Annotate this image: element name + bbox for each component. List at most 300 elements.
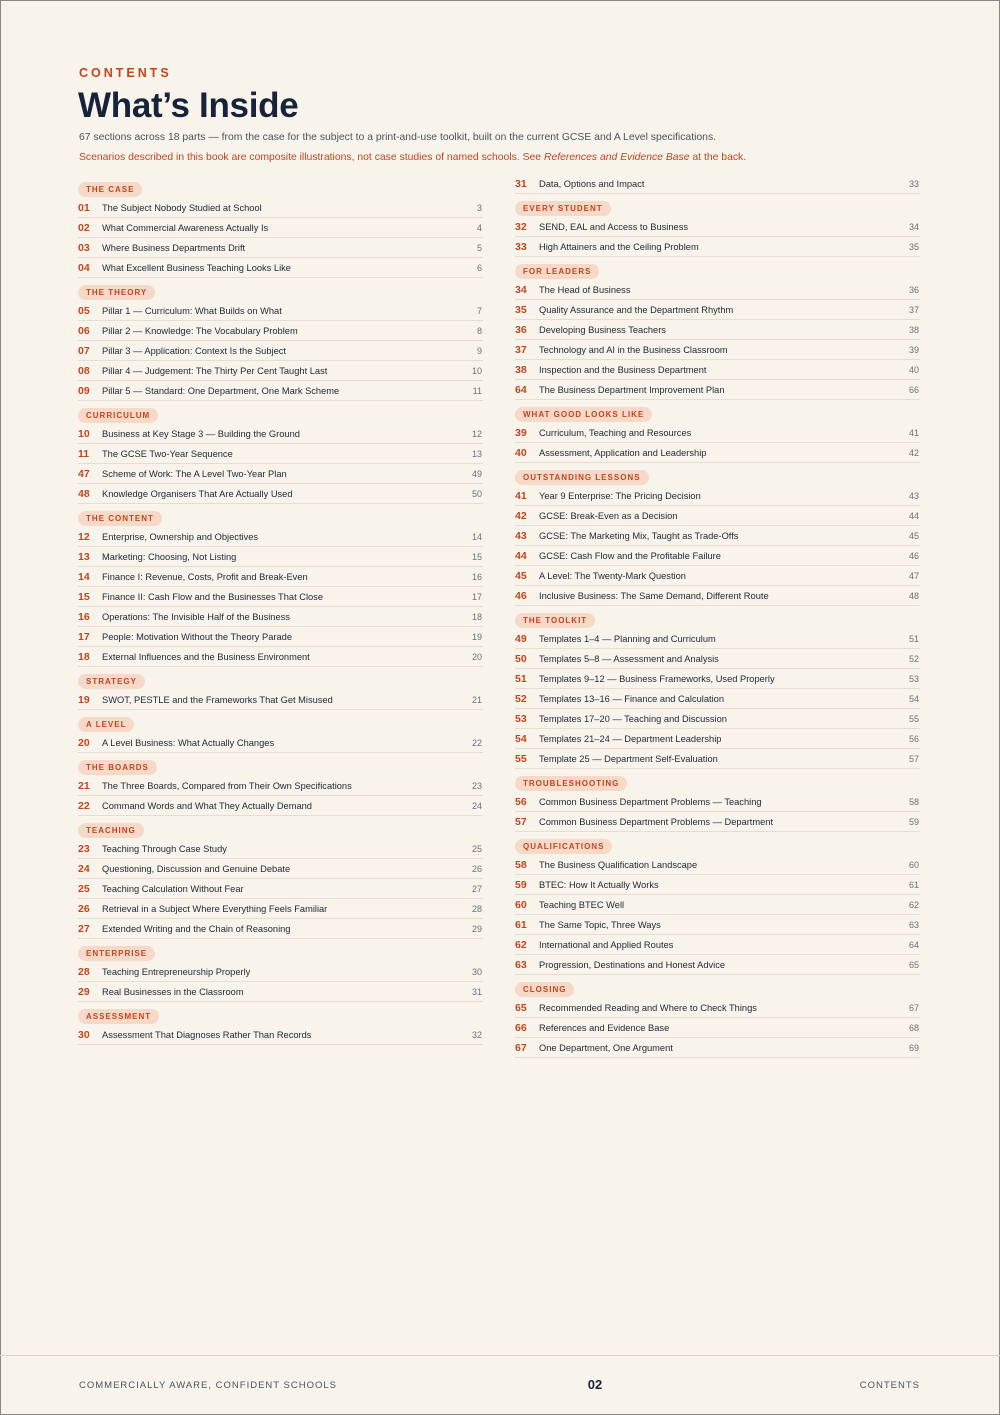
section-number: 59 [515, 878, 527, 891]
section-page-number: 61 [908, 879, 919, 890]
contents-entry[interactable] [78, 796, 483, 816]
contents-entry[interactable] [515, 300, 920, 320]
part-heading [515, 610, 920, 629]
contents-entry[interactable] [78, 839, 483, 859]
contents-entry[interactable] [78, 198, 483, 218]
section-title: Pillar 3 — Application: Context Is the Subject [102, 345, 286, 356]
section-title: Inclusive Business: The Same Demand, Different Route [539, 590, 769, 601]
contents-entry[interactable] [515, 855, 920, 875]
contents-entry[interactable] [515, 709, 920, 729]
section-number: 57 [515, 815, 527, 828]
part-label-pill: TEACHING [78, 823, 144, 838]
section-title: International and Applied Routes [539, 939, 674, 950]
section-title: Extended Writing and the Chain of Reasoning [102, 923, 291, 934]
section-title: Finance I: Revenue, Costs, Profit and Break-Even [102, 571, 308, 582]
section-page-number: 10 [471, 365, 482, 376]
section-title: The Head of Business [539, 284, 631, 295]
part-label-pill: THE THEORY [78, 285, 155, 300]
section-number: 56 [515, 795, 527, 808]
section-number: 02 [78, 221, 90, 234]
section-page-number: 23 [471, 780, 482, 791]
section-number: 40 [515, 446, 527, 459]
part-heading [78, 405, 483, 424]
contents-entry[interactable] [515, 566, 920, 586]
section-number: 34 [515, 283, 527, 296]
disclaimer-note [79, 152, 746, 163]
section-page-number: 5 [476, 242, 482, 253]
part-label-pill: CURRICULUM [78, 408, 158, 423]
contents-entry[interactable] [78, 690, 483, 710]
contents-entry[interactable] [515, 423, 920, 443]
section-title: Inspection and the Business Department [539, 364, 707, 375]
section-title: GCSE: Break-Even as a Decision [539, 510, 678, 521]
section-number: 12 [78, 530, 90, 543]
contents-entry[interactable] [515, 586, 920, 606]
section-title: What Excellent Business Teaching Looks Like [102, 262, 291, 273]
contents-entry[interactable] [515, 280, 920, 300]
contents-entry[interactable] [515, 749, 920, 769]
section-number: 18 [78, 650, 90, 663]
section-number: 30 [78, 1028, 90, 1041]
contents-entry[interactable] [78, 733, 483, 753]
footer-section-name: CONTENTS [859, 1380, 920, 1391]
part-heading [515, 836, 920, 855]
section-number: 17 [78, 630, 90, 643]
part-heading [78, 757, 483, 776]
part-heading [515, 467, 920, 486]
contents-entry[interactable] [515, 217, 920, 237]
contents-entry[interactable] [78, 962, 483, 982]
contents-entry[interactable] [78, 899, 483, 919]
section-number: 05 [78, 304, 90, 317]
section-page-number: 43 [908, 490, 919, 501]
part-heading [515, 261, 920, 280]
section-title: Real Businesses in the Classroom [102, 986, 244, 997]
part-label-pill: THE CASE [78, 182, 142, 197]
section-number: 39 [515, 426, 527, 439]
section-page-number: 19 [471, 631, 482, 642]
section-title: The GCSE Two-Year Sequence [102, 448, 233, 459]
section-page-number: 24 [471, 800, 482, 811]
section-page-number: 4 [476, 222, 482, 233]
section-page-number: 67 [908, 1002, 919, 1013]
section-title: Templates 9–12 — Business Frameworks, Used Properly [539, 673, 775, 684]
part-label-pill: A LEVEL [78, 717, 134, 732]
contents-entry[interactable] [515, 998, 920, 1018]
section-number: 11 [78, 447, 90, 460]
section-title: Retrieval in a Subject Where Everything Feels Familiar [102, 903, 328, 914]
section-page-number: 37 [908, 304, 919, 315]
part-heading [515, 979, 920, 998]
section-title: Enterprise, Ownership and Objectives [102, 531, 259, 542]
section-number: 07 [78, 344, 90, 357]
note-text-before: Scenarios described in this book are composite illustrations, not case studies of named schools. See [79, 152, 544, 163]
part-label-pill: OUTSTANDING LESSONS [515, 470, 649, 485]
part-label-pill: FOR LEADERS [515, 264, 599, 279]
section-title: References and Evidence Base [539, 1022, 670, 1033]
section-page-number: 21 [471, 694, 482, 705]
section-page-number: 52 [908, 653, 919, 664]
section-title: Templates 21–24 — Department Leadership [539, 733, 722, 744]
contents-entry[interactable] [78, 627, 483, 647]
note-text-after: at the back. [689, 152, 747, 163]
contents-entry[interactable] [515, 649, 920, 669]
section-number: 33 [515, 240, 527, 253]
part-heading [515, 404, 920, 423]
section-page-number: 12 [471, 428, 482, 439]
section-number: 32 [515, 220, 527, 233]
part-label-pill: ASSESSMENT [78, 1009, 159, 1024]
section-title: SWOT, PESTLE and the Frameworks That Get Misused [102, 694, 333, 705]
section-page-number: 57 [908, 753, 919, 764]
contents-entry[interactable] [515, 729, 920, 749]
section-page-number: 42 [908, 447, 919, 458]
contents-entry[interactable] [78, 587, 483, 607]
section-number: 48 [78, 487, 90, 500]
section-number: 16 [78, 610, 90, 623]
part-label-pill: TROUBLESHOOTING [515, 776, 627, 791]
contents-entry[interactable] [78, 647, 483, 667]
contents-entry[interactable] [78, 444, 483, 464]
section-page-number: 28 [471, 903, 482, 914]
section-title: What Commercial Awareness Actually Is [102, 222, 269, 233]
section-number: 45 [515, 569, 527, 582]
section-page-number: 64 [908, 939, 919, 950]
contents-entry[interactable] [78, 258, 483, 278]
section-page-number: 51 [908, 633, 919, 644]
section-page-number: 27 [471, 883, 482, 894]
section-title: Teaching Calculation Without Fear [102, 883, 244, 894]
section-number: 08 [78, 364, 90, 377]
section-number: 55 [515, 752, 527, 765]
section-title: Marketing: Choosing, Not Listing [102, 551, 237, 562]
section-page-number: 16 [471, 571, 482, 582]
part-heading [78, 282, 483, 301]
part-label-pill: QUALIFICATIONS [515, 839, 612, 854]
section-title: The Three Boards, Compared from Their Own Specifications [102, 780, 352, 791]
section-title: Assessment That Diagnoses Rather Than Records [102, 1029, 312, 1040]
contents-column-right [515, 174, 920, 1058]
section-page-number: 50 [471, 488, 482, 499]
part-label-pill: ENTERPRISE [78, 946, 155, 961]
section-title: Developing Business Teachers [539, 324, 666, 335]
section-page-number: 11 [472, 385, 482, 396]
part-heading [78, 714, 483, 733]
section-title: Progression, Destinations and Honest Advice [539, 959, 726, 970]
section-title: Business at Key Stage 3 — Building the Ground [102, 428, 300, 439]
contents-entry[interactable] [78, 567, 483, 587]
section-title: Pillar 4 — Judgement: The Thirty Per Cent Taught Last [102, 365, 328, 376]
section-title: Questioning, Discussion and Genuine Debate [102, 863, 291, 874]
contents-entry[interactable] [515, 915, 920, 935]
section-page-number: 36 [908, 284, 919, 295]
section-page-number: 33 [908, 178, 919, 189]
contents-entry[interactable] [78, 1025, 483, 1045]
section-number: 63 [515, 958, 527, 971]
section-number: 27 [78, 922, 90, 935]
section-number: 46 [515, 589, 527, 602]
section-title: A Level: The Twenty-Mark Question [539, 570, 686, 581]
section-page-number: 40 [908, 364, 919, 375]
section-page-number: 46 [908, 550, 919, 561]
contents-entry[interactable] [78, 341, 483, 361]
section-title: Pillar 2 — Knowledge: The Vocabulary Problem [102, 325, 298, 336]
section-number: 66 [515, 1021, 527, 1034]
section-title: Quality Assurance and the Department Rhythm [539, 304, 734, 315]
contents-entry[interactable] [515, 629, 920, 649]
section-page-number: 55 [908, 713, 919, 724]
contents-entry[interactable] [515, 812, 920, 832]
section-page-number: 68 [908, 1022, 919, 1033]
section-title: Curriculum, Teaching and Resources [539, 427, 692, 438]
part-heading [515, 773, 920, 792]
section-page-number: 3 [476, 202, 482, 213]
section-number: 26 [78, 902, 90, 915]
section-title: Pillar 5 — Standard: One Department, One Mark Scheme [102, 385, 340, 396]
section-title: Year 9 Enterprise: The Pricing Decision [539, 490, 701, 501]
part-label-pill: CLOSING [515, 982, 574, 997]
footer-divider [0, 1355, 1000, 1356]
footer-book-title: COMMERCIALLY AWARE, CONFIDENT SCHOOLS [79, 1380, 338, 1391]
section-page-number: 32 [471, 1029, 482, 1040]
section-page-number: 39 [908, 344, 919, 355]
contents-entry[interactable] [515, 689, 920, 709]
section-number: 44 [515, 549, 527, 562]
contents-entry[interactable] [78, 527, 483, 547]
section-number: 65 [515, 1001, 527, 1014]
section-page-number: 69 [908, 1042, 919, 1053]
contents-entry[interactable] [515, 1038, 920, 1058]
section-number: 35 [515, 303, 527, 316]
section-number: 52 [515, 692, 527, 705]
section-page-number: 31 [471, 986, 482, 997]
section-title: Common Business Department Problems — Department [539, 816, 774, 827]
section-number: 15 [78, 590, 90, 603]
section-number: 38 [515, 363, 527, 376]
section-title: Teaching Through Case Study [102, 843, 227, 854]
section-page-number: 60 [908, 859, 919, 870]
section-title: GCSE: Cash Flow and the Profitable Failure [539, 550, 721, 561]
part-heading [515, 198, 920, 217]
section-title: Operations: The Invisible Half of the Business [102, 611, 290, 622]
contents-entry[interactable] [515, 895, 920, 915]
section-number: 24 [78, 862, 90, 875]
contents-entry[interactable] [78, 859, 483, 879]
section-title: People: Motivation Without the Theory Parade [102, 631, 293, 642]
section-number: 13 [78, 550, 90, 563]
section-number: 09 [78, 384, 90, 397]
section-title: Finance II: Cash Flow and the Businesses That Close [102, 591, 324, 602]
section-page-number: 22 [471, 737, 482, 748]
section-page-number: 62 [908, 899, 919, 910]
section-title: BTEC: How It Actually Works [539, 879, 659, 890]
section-number: 10 [78, 427, 90, 440]
section-page-number: 30 [471, 966, 482, 977]
section-number: 53 [515, 712, 527, 725]
section-page-number: 47 [908, 570, 919, 581]
contents-entry[interactable] [515, 546, 920, 566]
section-title: Recommended Reading and Where to Check Things [539, 1002, 757, 1013]
section-page-number: 14 [471, 531, 482, 542]
contents-entry[interactable] [515, 669, 920, 689]
section-title: Command Words and What They Actually Demand [102, 800, 312, 811]
contents-entry[interactable] [515, 443, 920, 463]
section-page-number: 48 [908, 590, 919, 601]
section-number: 47 [78, 467, 90, 480]
section-title: Where Business Departments Drift [102, 242, 246, 253]
contents-entry[interactable] [515, 340, 920, 360]
contents-entry[interactable] [78, 381, 483, 401]
contents-entry[interactable] [515, 1018, 920, 1038]
part-label-pill: WHAT GOOD LOOKS LIKE [515, 407, 652, 422]
section-number: 51 [515, 672, 527, 685]
contents-entry[interactable] [515, 506, 920, 526]
section-page-number: 26 [471, 863, 482, 874]
contents-entry[interactable] [78, 879, 483, 899]
section-title: Knowledge Organisers That Are Actually Used [102, 488, 293, 499]
section-number: 14 [78, 570, 90, 583]
section-number: 20 [78, 736, 90, 749]
section-title: The Same Topic, Three Ways [539, 919, 661, 930]
section-title: Template 25 — Department Self-Evaluation [539, 753, 718, 764]
contents-entry[interactable] [78, 218, 483, 238]
section-title: Templates 5–8 — Assessment and Analysis [539, 653, 719, 664]
section-number: 58 [515, 858, 527, 871]
section-title: Scheme of Work: The A Level Two-Year Plan [102, 468, 287, 479]
section-title: GCSE: The Marketing Mix, Taught as Trade-Offs [539, 530, 739, 541]
section-page-number: 25 [471, 843, 482, 854]
section-title: Technology and AI in the Business Classroom [539, 344, 728, 355]
section-title: Templates 17–20 — Teaching and Discussion [539, 713, 727, 724]
section-number: 04 [78, 261, 90, 274]
contents-entry[interactable] [515, 486, 920, 506]
contents-entry[interactable] [515, 360, 920, 380]
section-title: SEND, EAL and Access to Business [539, 221, 688, 232]
part-heading [78, 179, 483, 198]
section-number: 28 [78, 965, 90, 978]
section-title: The Subject Nobody Studied at School [102, 202, 262, 213]
section-page-number: 53 [908, 673, 919, 684]
footer-page-number: 02 [587, 1377, 603, 1392]
section-number: 01 [78, 201, 90, 214]
section-title: Templates 13–16 — Finance and Calculation [539, 693, 725, 704]
section-page-number: 35 [908, 241, 919, 252]
section-page-number: 63 [908, 919, 919, 930]
section-title: Teaching Entrepreneurship Properly [102, 966, 251, 977]
section-number: 61 [515, 918, 527, 931]
part-label-pill: THE TOOLKIT [515, 613, 595, 628]
contents-entry[interactable] [515, 320, 920, 340]
part-heading [78, 1006, 483, 1025]
contents-entry[interactable] [515, 875, 920, 895]
section-number: 06 [78, 324, 90, 337]
intro-text: 67 sections across 18 parts — from the case for the subject to a print-and-use toolkit, built on the current GCSE and A Level specifications. [79, 132, 717, 143]
section-page-number: 58 [908, 796, 919, 807]
part-heading [78, 508, 483, 527]
section-number: 25 [78, 882, 90, 895]
contents-entry[interactable] [515, 174, 920, 194]
section-title: High Attainers and the Ceiling Problem [539, 241, 699, 252]
contents-entry[interactable] [78, 238, 483, 258]
contents-entry[interactable] [515, 935, 920, 955]
section-number: 22 [78, 799, 90, 812]
section-eyebrow: CONTENTS [79, 66, 172, 80]
section-page-number: 49 [471, 468, 482, 479]
section-number: 37 [515, 343, 527, 356]
section-title: External Influences and the Business Environment [102, 651, 310, 662]
section-number: 29 [78, 985, 90, 998]
part-heading [78, 671, 483, 690]
section-page-number: 38 [908, 324, 919, 335]
section-title: The Business Qualification Landscape [539, 859, 698, 870]
contents-entry[interactable] [78, 484, 483, 504]
contents-entry[interactable] [78, 607, 483, 627]
section-number: 62 [515, 938, 527, 951]
section-title: A Level Business: What Actually Changes [102, 737, 275, 748]
section-page-number: 29 [471, 923, 482, 934]
contents-entry[interactable] [515, 792, 920, 812]
section-number: 03 [78, 241, 90, 254]
part-label-pill: THE CONTENT [78, 511, 162, 526]
section-page-number: 6 [476, 262, 482, 273]
contents-entry[interactable] [78, 321, 483, 341]
contents-entry[interactable] [78, 424, 483, 444]
note-reference-link: References and Evidence Base [543, 152, 690, 163]
section-page-number: 34 [908, 221, 919, 232]
section-page-number: 20 [471, 651, 482, 662]
section-title: Common Business Department Problems — Teaching [539, 796, 762, 807]
contents-entry[interactable] [515, 526, 920, 546]
section-page-number: 17 [471, 591, 482, 602]
section-page-number: 54 [908, 693, 919, 704]
section-title: Pillar 1 — Curriculum: What Builds on What [102, 305, 282, 316]
contents-entry[interactable] [78, 776, 483, 796]
contents-entry[interactable] [515, 955, 920, 975]
section-number: 60 [515, 898, 527, 911]
section-number: 64 [515, 383, 527, 396]
section-number: 23 [78, 842, 90, 855]
section-number: 36 [515, 323, 527, 336]
section-page-number: 8 [476, 325, 482, 336]
part-label-pill: EVERY STUDENT [515, 201, 611, 216]
contents-column-left [78, 177, 483, 1045]
section-page-number: 13 [471, 448, 482, 459]
contents-entry[interactable] [78, 301, 483, 321]
section-title: Teaching BTEC Well [539, 899, 625, 910]
section-page-number: 18 [471, 611, 482, 622]
section-number: 49 [515, 632, 527, 645]
contents-entry[interactable] [78, 919, 483, 939]
contents-entry[interactable] [515, 237, 920, 257]
contents-entry[interactable] [78, 547, 483, 567]
contents-entry[interactable] [78, 361, 483, 381]
contents-entry[interactable] [515, 380, 920, 400]
part-heading [78, 943, 483, 962]
page-title: What’s Inside [78, 86, 299, 125]
section-page-number: 15 [471, 551, 482, 562]
section-number: 41 [515, 489, 527, 502]
section-title: Templates 1–4 — Planning and Curriculum [539, 633, 716, 644]
section-number: 54 [515, 732, 527, 745]
part-label-pill: THE BOARDS [78, 760, 157, 775]
section-number: 67 [515, 1041, 527, 1054]
section-page-number: 9 [476, 345, 482, 356]
section-page-number: 65 [908, 959, 919, 970]
contents-entry[interactable] [78, 982, 483, 1002]
contents-entry[interactable] [78, 464, 483, 484]
section-number: 21 [78, 779, 90, 792]
part-label-pill: STRATEGY [78, 674, 145, 689]
